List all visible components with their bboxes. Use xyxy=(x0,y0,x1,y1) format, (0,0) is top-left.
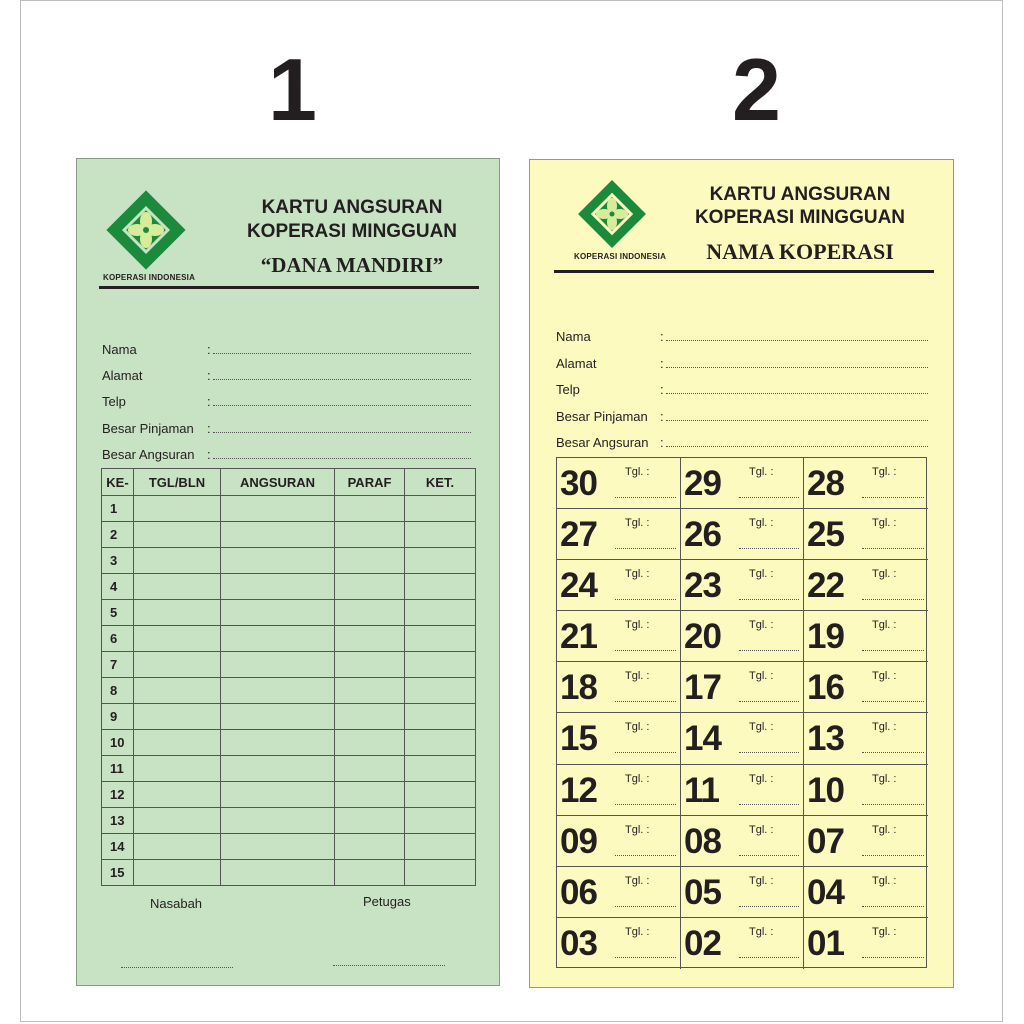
logo-caption: KOPERASI INDONESIA xyxy=(574,252,667,261)
date-label: Tgl. : xyxy=(749,772,774,785)
field-telp: Telp xyxy=(556,382,580,397)
date-line xyxy=(739,497,799,498)
installment-cell xyxy=(681,713,804,764)
date-line xyxy=(615,855,676,856)
installment-cell xyxy=(804,816,928,867)
table-row xyxy=(102,730,476,756)
date-label: Tgl. : xyxy=(872,670,897,683)
header-ke: KE- xyxy=(102,469,134,496)
table-row xyxy=(102,678,476,704)
date-label: Tgl. : xyxy=(749,670,774,683)
ket-cell xyxy=(405,756,476,782)
header-paraf: PARAF xyxy=(335,469,405,496)
field-colon: : xyxy=(207,447,211,462)
installment-number: 03 xyxy=(560,923,597,963)
angsuran-cell xyxy=(221,756,335,782)
date-line xyxy=(615,752,676,753)
table-row xyxy=(102,782,476,808)
ket-cell xyxy=(405,860,476,886)
installment-cell xyxy=(804,560,928,611)
date-line xyxy=(739,906,799,907)
installment-cell xyxy=(557,560,681,611)
ket-cell xyxy=(405,730,476,756)
field-alamat: Alamat xyxy=(556,356,597,371)
table-header-row xyxy=(102,469,476,496)
table-row xyxy=(102,626,476,652)
paraf-cell xyxy=(335,756,405,782)
date-label: Tgl. : xyxy=(749,874,774,887)
installment-number: 23 xyxy=(684,566,721,606)
table-row xyxy=(102,834,476,860)
installment-number: 15 xyxy=(560,719,597,759)
tgl-cell xyxy=(134,756,221,782)
date-label: Tgl. : xyxy=(872,925,897,938)
title-divider xyxy=(554,270,934,273)
row-number: 13 xyxy=(102,808,134,834)
installment-number: 17 xyxy=(684,668,721,708)
card-title-line-2: KOPERASI MINGGUAN xyxy=(246,221,458,242)
field-colon: : xyxy=(207,368,211,383)
header-angsuran: ANGSURAN xyxy=(221,469,335,496)
field-nama: Nama xyxy=(102,342,137,357)
date-label: Tgl. : xyxy=(625,670,650,683)
date-label: Tgl. : xyxy=(749,619,774,632)
date-line xyxy=(739,650,799,651)
installment-cell xyxy=(804,713,928,764)
installment-cell xyxy=(681,509,804,560)
paraf-cell xyxy=(335,626,405,652)
date-line xyxy=(739,957,799,958)
label-card-1: 1 xyxy=(268,40,317,139)
cooperative-logo-icon xyxy=(576,178,648,250)
installment-cell xyxy=(681,765,804,816)
tgl-cell xyxy=(134,704,221,730)
installment-cell xyxy=(681,867,804,918)
date-label: Tgl. : xyxy=(872,517,897,530)
field-colon: : xyxy=(207,421,211,436)
paraf-cell xyxy=(335,808,405,834)
card-title-line-1: KARTU ANGSURAN xyxy=(709,184,891,205)
date-line xyxy=(739,599,799,600)
installment-number: 11 xyxy=(684,770,719,810)
installment-cell xyxy=(681,611,804,662)
table-row xyxy=(102,522,476,548)
field-alamat: Alamat xyxy=(102,368,143,383)
table-row xyxy=(102,756,476,782)
ket-cell xyxy=(405,626,476,652)
paraf-cell xyxy=(335,548,405,574)
field-besar-angsuran: Besar Angsuran xyxy=(556,435,649,450)
tgl-cell xyxy=(134,678,221,704)
paraf-cell xyxy=(335,860,405,886)
installment-number: 10 xyxy=(807,770,844,810)
installment-cell xyxy=(681,918,804,969)
date-label: Tgl. : xyxy=(872,823,897,836)
installment-number: 25 xyxy=(807,515,844,555)
date-line xyxy=(615,497,676,498)
installment-cell xyxy=(681,560,804,611)
angsuran-cell xyxy=(221,522,335,548)
date-label: Tgl. : xyxy=(872,721,897,734)
ket-cell xyxy=(405,782,476,808)
installment-number: 24 xyxy=(560,566,597,606)
installment-cell xyxy=(557,509,681,560)
angsuran-cell xyxy=(221,496,335,522)
field-colon: : xyxy=(660,382,664,397)
date-line xyxy=(862,701,924,702)
row-number: 3 xyxy=(102,548,134,574)
date-line xyxy=(862,804,924,805)
date-line xyxy=(615,804,676,805)
header-ket: KET. xyxy=(405,469,476,496)
installment-cell xyxy=(804,867,928,918)
paraf-cell xyxy=(335,834,405,860)
logo-caption: KOPERASI INDONESIA xyxy=(103,273,196,282)
angsuran-cell xyxy=(221,782,335,808)
table-row xyxy=(102,496,476,522)
installment-number: 30 xyxy=(560,464,597,503)
installment-cell xyxy=(681,458,804,509)
tgl-cell xyxy=(134,600,221,626)
date-line xyxy=(739,752,799,753)
row-number: 10 xyxy=(102,730,134,756)
date-line xyxy=(739,855,799,856)
ket-cell xyxy=(405,834,476,860)
date-label: Tgl. : xyxy=(749,517,774,530)
date-line xyxy=(862,855,924,856)
date-label: Tgl. : xyxy=(872,874,897,887)
tgl-cell xyxy=(134,808,221,834)
field-colon: : xyxy=(660,435,664,450)
angsuran-cell xyxy=(221,652,335,678)
table-row xyxy=(102,600,476,626)
tgl-cell xyxy=(134,574,221,600)
cooperative-logo-icon xyxy=(105,189,187,271)
row-number: 5 xyxy=(102,600,134,626)
date-label: Tgl. : xyxy=(749,721,774,734)
tgl-cell xyxy=(134,548,221,574)
ket-cell xyxy=(405,600,476,626)
installment-cell xyxy=(557,662,681,713)
tgl-cell xyxy=(134,522,221,548)
date-label: Tgl. : xyxy=(625,823,650,836)
row-number: 1 xyxy=(102,496,134,522)
row-number: 8 xyxy=(102,678,134,704)
installment-card-green xyxy=(76,158,500,986)
installment-number: 05 xyxy=(684,872,721,912)
date-label: Tgl. : xyxy=(872,568,897,581)
paraf-cell xyxy=(335,782,405,808)
date-label: Tgl. : xyxy=(749,568,774,581)
date-line xyxy=(739,548,799,549)
date-line xyxy=(862,906,924,907)
date-line xyxy=(862,650,924,651)
installment-cell xyxy=(557,713,681,764)
row-number: 11 xyxy=(102,756,134,782)
tgl-cell xyxy=(134,834,221,860)
table-row xyxy=(102,860,476,886)
installment-number: 28 xyxy=(807,464,844,503)
installment-number: 20 xyxy=(684,617,721,657)
date-label: Tgl. : xyxy=(625,619,650,632)
tgl-cell xyxy=(134,782,221,808)
field-colon: : xyxy=(207,342,211,357)
field-colon: : xyxy=(660,329,664,344)
paraf-cell xyxy=(335,678,405,704)
paraf-cell xyxy=(335,652,405,678)
angsuran-cell xyxy=(221,808,335,834)
date-label: Tgl. : xyxy=(749,925,774,938)
paraf-cell xyxy=(335,496,405,522)
angsuran-cell xyxy=(221,600,335,626)
installment-number: 18 xyxy=(560,668,597,708)
date-line xyxy=(862,957,924,958)
date-label: Tgl. : xyxy=(749,466,774,478)
date-label: Tgl. : xyxy=(625,466,650,478)
installment-number: 06 xyxy=(560,872,597,912)
installment-number: 12 xyxy=(560,770,597,810)
installment-cell xyxy=(557,458,681,509)
angsuran-cell xyxy=(221,730,335,756)
field-telp: Telp xyxy=(102,394,126,409)
signature-label-nasabah: Nasabah xyxy=(150,896,203,911)
installment-number: 04 xyxy=(807,872,844,912)
field-nama: Nama xyxy=(556,329,591,344)
card-title-line-3: “DANA MANDIRI” xyxy=(260,253,444,277)
field-colon: : xyxy=(207,394,211,409)
installment-cell xyxy=(804,458,928,509)
ket-cell xyxy=(405,522,476,548)
installment-number: 13 xyxy=(807,719,844,759)
installment-cell xyxy=(804,611,928,662)
ket-cell xyxy=(405,704,476,730)
date-label: Tgl. : xyxy=(625,772,650,785)
installment-number-grid xyxy=(556,457,927,968)
angsuran-cell xyxy=(221,548,335,574)
installment-cell xyxy=(557,918,681,969)
date-line xyxy=(862,548,924,549)
field-colon: : xyxy=(660,356,664,371)
installment-number: 02 xyxy=(684,923,721,963)
ket-cell xyxy=(405,548,476,574)
date-label: Tgl. : xyxy=(872,466,897,478)
installment-cell xyxy=(804,765,928,816)
date-line xyxy=(862,599,924,600)
installment-cell xyxy=(557,611,681,662)
ket-cell xyxy=(405,496,476,522)
table-row xyxy=(102,652,476,678)
row-number: 7 xyxy=(102,652,134,678)
installment-cell xyxy=(557,867,681,918)
ket-cell xyxy=(405,808,476,834)
installment-number: 14 xyxy=(684,719,721,759)
ket-cell xyxy=(405,652,476,678)
installment-table xyxy=(101,468,476,886)
installment-number: 29 xyxy=(684,464,721,503)
header-tgl-bln: TGL/BLN xyxy=(134,469,221,496)
field-besar-pinjaman: Besar Pinjaman xyxy=(556,409,648,424)
tgl-cell xyxy=(134,626,221,652)
date-line xyxy=(739,804,799,805)
ket-cell xyxy=(405,574,476,600)
installment-cell xyxy=(804,509,928,560)
installment-number: 08 xyxy=(684,821,721,861)
date-line xyxy=(862,497,924,498)
paraf-cell xyxy=(335,600,405,626)
table-row xyxy=(102,574,476,600)
paraf-cell xyxy=(335,574,405,600)
field-besar-angsuran: Besar Angsuran xyxy=(102,447,195,462)
ket-cell xyxy=(405,678,476,704)
installment-number: 27 xyxy=(560,515,597,555)
installment-number: 22 xyxy=(807,566,844,606)
date-label: Tgl. : xyxy=(625,568,650,581)
paraf-cell xyxy=(335,730,405,756)
date-label: Tgl. : xyxy=(625,517,650,530)
installment-cell xyxy=(804,918,928,969)
installment-number: 07 xyxy=(807,821,844,861)
card-title-line-2: KOPERASI MINGGUAN xyxy=(694,207,906,228)
label-card-2: 2 xyxy=(732,40,781,139)
angsuran-cell xyxy=(221,704,335,730)
date-label: Tgl. : xyxy=(749,823,774,836)
row-number: 6 xyxy=(102,626,134,652)
card-title-line-1: KARTU ANGSURAN xyxy=(261,197,443,218)
installment-cell xyxy=(681,662,804,713)
date-label: Tgl. : xyxy=(625,925,650,938)
signature-label-petugas: Petugas xyxy=(363,894,411,909)
angsuran-cell xyxy=(221,860,335,886)
installment-number: 21 xyxy=(560,617,597,657)
installment-cell xyxy=(804,662,928,713)
angsuran-cell xyxy=(221,834,335,860)
card-title-line-3: NAMA KOPERASI xyxy=(706,239,894,264)
installment-card-yellow xyxy=(529,159,954,988)
date-line xyxy=(615,701,676,702)
installment-number: 01 xyxy=(807,923,844,963)
date-line xyxy=(615,906,676,907)
installment-number: 16 xyxy=(807,668,844,708)
date-label: Tgl. : xyxy=(872,772,897,785)
tgl-cell xyxy=(134,860,221,886)
row-number: 12 xyxy=(102,782,134,808)
tgl-cell xyxy=(134,730,221,756)
angsuran-cell xyxy=(221,574,335,600)
date-label: Tgl. : xyxy=(625,874,650,887)
row-number: 4 xyxy=(102,574,134,600)
date-line xyxy=(615,957,676,958)
field-besar-pinjaman: Besar Pinjaman xyxy=(102,421,194,436)
date-line xyxy=(739,701,799,702)
signature-line-petugas xyxy=(333,965,445,966)
table-row xyxy=(102,548,476,574)
table-row xyxy=(102,808,476,834)
title-divider xyxy=(99,286,479,289)
field-colon: : xyxy=(660,409,664,424)
date-line xyxy=(615,599,676,600)
row-number: 15 xyxy=(102,860,134,886)
installment-number: 19 xyxy=(807,617,844,657)
date-line xyxy=(615,650,676,651)
installment-number: 26 xyxy=(684,515,721,555)
paraf-cell xyxy=(335,522,405,548)
angsuran-cell xyxy=(221,678,335,704)
tgl-cell xyxy=(134,496,221,522)
row-number: 2 xyxy=(102,522,134,548)
installment-cell xyxy=(681,816,804,867)
installment-number: 09 xyxy=(560,821,597,861)
installment-cell xyxy=(557,816,681,867)
date-label: Tgl. : xyxy=(625,721,650,734)
table-row xyxy=(102,704,476,730)
date-line xyxy=(862,752,924,753)
row-number: 14 xyxy=(102,834,134,860)
signature-line-nasabah xyxy=(121,967,233,968)
row-number: 9 xyxy=(102,704,134,730)
date-label: Tgl. : xyxy=(872,619,897,632)
paraf-cell xyxy=(335,704,405,730)
tgl-cell xyxy=(134,652,221,678)
angsuran-cell xyxy=(221,626,335,652)
installment-cell xyxy=(557,765,681,816)
date-line xyxy=(615,548,676,549)
